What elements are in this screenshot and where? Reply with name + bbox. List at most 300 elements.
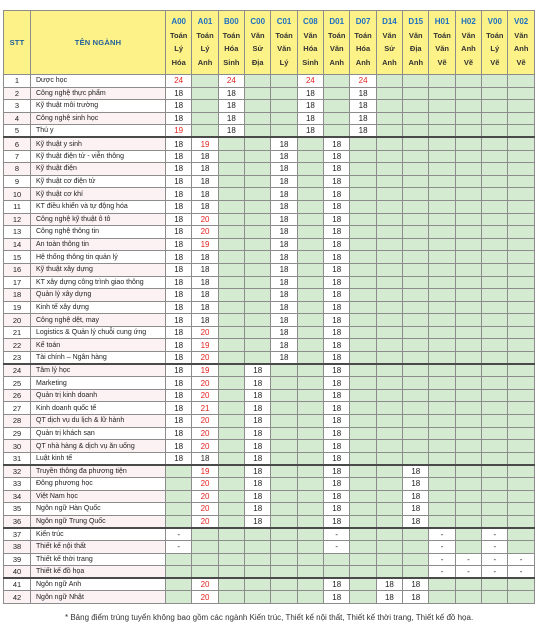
score-cell-a01: 19 xyxy=(192,364,218,377)
score-cell-c08 xyxy=(297,213,323,226)
row-number-cell: 2 xyxy=(4,87,31,100)
row-number-cell: 12 xyxy=(4,213,31,226)
score-cell-v02 xyxy=(508,163,534,176)
score-cell-d15 xyxy=(403,226,429,239)
score-cell-d07: 18 xyxy=(350,112,376,125)
score-cell-a00: 18 xyxy=(166,389,192,402)
score-cell-a00: 18 xyxy=(166,263,192,276)
score-cell-v02 xyxy=(508,112,534,125)
score-cell-c01 xyxy=(271,566,297,579)
row-number-cell: 31 xyxy=(4,452,31,465)
score-cell-d14 xyxy=(376,238,402,251)
score-cell-d15 xyxy=(403,452,429,465)
score-cell-c08: 24 xyxy=(297,75,323,88)
score-cell-d14 xyxy=(376,125,402,138)
major-name-cell: Tài chính – Ngân hàng xyxy=(31,352,166,365)
score-cell-c01: 18 xyxy=(271,301,297,314)
row-number-cell: 41 xyxy=(4,578,31,591)
score-cell-d01: 18 xyxy=(324,452,350,465)
score-cell-v02 xyxy=(508,137,534,150)
score-cell-d15 xyxy=(403,415,429,428)
combination-code: C00 xyxy=(250,17,266,26)
combination-subject: Sinh xyxy=(223,57,240,67)
score-cell-v02 xyxy=(508,503,534,516)
combination-subject: Văn xyxy=(329,44,344,53)
score-cell-c01 xyxy=(271,490,297,503)
score-cell-v02 xyxy=(508,478,534,491)
major-name-cell: Kỹ thuật cơ khí xyxy=(31,188,166,201)
score-cell-d15: 18 xyxy=(403,515,429,528)
row-number-cell: 29 xyxy=(4,427,31,440)
table-row xyxy=(4,289,535,302)
major-name-cell: An toàn thông tin xyxy=(31,238,166,251)
major-name-cell: Công nghệ thực phẩm xyxy=(31,87,166,100)
score-cell-h02 xyxy=(455,339,481,352)
combination-code: D07 xyxy=(355,17,371,26)
score-cell-c01: 18 xyxy=(271,188,297,201)
score-cell-d07 xyxy=(350,364,376,377)
score-cell-v02 xyxy=(508,276,534,289)
combination-code: D01 xyxy=(329,17,345,26)
score-cell-v00 xyxy=(482,415,508,428)
score-cell-a01 xyxy=(192,75,218,88)
score-cell-c00 xyxy=(245,263,271,276)
score-cell-a00 xyxy=(166,591,192,604)
table-row xyxy=(4,188,535,201)
score-cell-c08 xyxy=(297,415,323,428)
table-row xyxy=(4,339,535,352)
row-number-cell: 11 xyxy=(4,200,31,213)
score-cell-d14 xyxy=(376,440,402,453)
score-cell-v00 xyxy=(482,200,508,213)
combination-subject: Văn xyxy=(435,44,449,53)
score-cell-d14 xyxy=(376,289,402,302)
score-cell-a00 xyxy=(166,566,192,579)
combination-subject: Văn xyxy=(461,30,476,40)
major-name-cell: Ngôn ngữ Anh xyxy=(31,578,166,591)
table-row xyxy=(4,301,535,314)
combination-subject: Lý xyxy=(490,44,500,53)
score-cell-d15 xyxy=(403,326,429,339)
score-cell-h02 xyxy=(455,314,481,327)
score-cell-h02 xyxy=(455,478,481,491)
score-cell-c00 xyxy=(245,251,271,264)
score-cell-d15 xyxy=(403,137,429,150)
row-number-cell: 37 xyxy=(4,528,31,541)
score-cell-d14 xyxy=(376,263,402,276)
table-row xyxy=(4,150,535,163)
score-cell-a01: 18 xyxy=(192,289,218,302)
score-cell-c08 xyxy=(297,137,323,150)
score-cell-c00 xyxy=(245,540,271,553)
score-cell-c00 xyxy=(245,87,271,100)
major-name-cell: Kỹ thuật y sinh xyxy=(31,137,166,150)
score-cell-a00: 18 xyxy=(166,452,192,465)
major-name-cell: Logistics & Quản lý chuỗi cung ứng xyxy=(31,326,166,339)
score-cell-c00 xyxy=(245,553,271,566)
score-cell-a01: 18 xyxy=(192,251,218,264)
major-name-cell: Ngôn ngữ Trung Quốc xyxy=(31,515,166,528)
row-number-cell: 5 xyxy=(4,125,31,138)
footnote: * Bảng điểm trúng tuyển không bao gồm các ngành Kiến trúc, Thiết kế nội thất, Thiết kế thời trang, Thiết kế đồ họa. xyxy=(65,612,474,622)
score-cell-d15 xyxy=(403,402,429,415)
score-cell-h01 xyxy=(429,339,455,352)
score-cell-d07 xyxy=(350,251,376,264)
score-cell-v00 xyxy=(482,326,508,339)
score-cell-c08 xyxy=(297,163,323,176)
score-cell-v02 xyxy=(508,289,534,302)
major-name-cell: Kinh doanh quốc tế xyxy=(31,402,166,415)
score-cell-d15 xyxy=(403,540,429,553)
score-cell-a00: 18 xyxy=(166,402,192,415)
score-cell-h01 xyxy=(429,163,455,176)
score-cell-c00 xyxy=(245,175,271,188)
combination-header-d07 xyxy=(350,11,376,75)
score-cell-c00: 18 xyxy=(245,389,271,402)
score-cell-c01 xyxy=(271,87,297,100)
score-cell-c08 xyxy=(297,402,323,415)
score-cell-d15: 18 xyxy=(403,503,429,516)
score-cell-b00 xyxy=(218,402,244,415)
score-cell-d07 xyxy=(350,415,376,428)
score-cell-v00 xyxy=(482,289,508,302)
score-cell-c08 xyxy=(297,553,323,566)
score-cell-v00 xyxy=(482,503,508,516)
score-cell-d01: 18 xyxy=(324,402,350,415)
combination-subject: Toán xyxy=(486,30,504,40)
score-cell-b00 xyxy=(218,238,244,251)
score-cell-c01 xyxy=(271,452,297,465)
score-cell-h01 xyxy=(429,578,455,591)
table-row xyxy=(4,200,535,213)
score-cell-a00: 19 xyxy=(166,125,192,138)
score-cell-c00: 18 xyxy=(245,503,271,516)
score-cell-d01: 18 xyxy=(324,213,350,226)
table-row xyxy=(4,540,535,553)
combination-subject: Anh xyxy=(461,44,476,53)
score-cell-d01: 18 xyxy=(324,326,350,339)
score-cell-v02 xyxy=(508,528,534,541)
score-cell-c00: 18 xyxy=(245,427,271,440)
score-cell-d14 xyxy=(376,100,402,113)
combination-subject: Lý xyxy=(279,57,289,67)
row-number-cell: 30 xyxy=(4,440,31,453)
score-cell-a00: 18 xyxy=(166,213,192,226)
score-cell-a00 xyxy=(166,515,192,528)
score-cell-d01: 18 xyxy=(324,578,350,591)
score-cell-d15: 18 xyxy=(403,465,429,478)
combination-subject: Anh xyxy=(355,57,371,67)
table-row xyxy=(4,314,535,327)
score-cell-d14 xyxy=(376,452,402,465)
score-cell-a00: 18 xyxy=(166,226,192,239)
score-cell-b00 xyxy=(218,188,244,201)
score-cell-v00 xyxy=(482,100,508,113)
score-cell-d01: 18 xyxy=(324,263,350,276)
table-row xyxy=(4,137,535,150)
score-cell-h01 xyxy=(429,389,455,402)
score-cell-c01: 18 xyxy=(271,238,297,251)
score-cell-h01 xyxy=(429,200,455,213)
score-cell-c01 xyxy=(271,440,297,453)
score-cell-d07 xyxy=(350,200,376,213)
score-cell-d07 xyxy=(350,276,376,289)
score-cell-c08 xyxy=(297,289,323,302)
score-cell-a01: 20 xyxy=(192,377,218,390)
row-number-cell: 25 xyxy=(4,377,31,390)
combination-header-v00 xyxy=(482,11,508,75)
score-cell-c00 xyxy=(245,100,271,113)
score-cell-d01: 18 xyxy=(324,251,350,264)
major-name-cell: Quản trị khách sạn xyxy=(31,427,166,440)
score-cell-v02 xyxy=(508,440,534,453)
score-cell-d15 xyxy=(403,200,429,213)
table-row xyxy=(4,75,535,88)
combination-header-a00 xyxy=(166,11,192,75)
major-name-cell: QT nhà hàng & dịch vụ ăn uống xyxy=(31,440,166,453)
score-cell-v02 xyxy=(508,339,534,352)
combination-header-h02 xyxy=(455,11,481,75)
score-cell-d01 xyxy=(324,125,350,138)
score-cell-d01 xyxy=(324,553,350,566)
score-cell-h01 xyxy=(429,175,455,188)
score-cell-c00 xyxy=(245,314,271,327)
score-cell-d07 xyxy=(350,591,376,604)
combination-subject: Văn xyxy=(250,30,265,40)
score-cell-c01 xyxy=(271,540,297,553)
score-cell-d14 xyxy=(376,540,402,553)
score-cell-c01: 18 xyxy=(271,163,297,176)
score-cell-h01 xyxy=(429,188,455,201)
score-cell-v02 xyxy=(508,326,534,339)
score-cell-a01: 18 xyxy=(192,301,218,314)
score-cell-c01 xyxy=(271,503,297,516)
score-cell-a00 xyxy=(166,490,192,503)
score-cell-a01: 18 xyxy=(192,188,218,201)
combination-header-v02 xyxy=(508,11,534,75)
score-cell-d07 xyxy=(350,440,376,453)
score-cell-a00: 18 xyxy=(166,326,192,339)
score-cell-d01: 18 xyxy=(324,503,350,516)
score-cell-c08 xyxy=(297,301,323,314)
score-cell-a00 xyxy=(166,465,192,478)
score-cell-c01 xyxy=(271,578,297,591)
score-cell-a01 xyxy=(192,540,218,553)
score-cell-v00 xyxy=(482,352,508,365)
combination-header-c01 xyxy=(271,11,297,75)
score-cell-a01 xyxy=(192,87,218,100)
score-cell-c01 xyxy=(271,364,297,377)
score-cell-c01: 18 xyxy=(271,137,297,150)
score-cell-d14 xyxy=(376,150,402,163)
combination-header-c08 xyxy=(297,11,323,75)
score-cell-v00 xyxy=(482,314,508,327)
score-cell-d07 xyxy=(350,553,376,566)
row-number-cell: 4 xyxy=(4,112,31,125)
score-cell-d14 xyxy=(376,364,402,377)
row-number-cell: 35 xyxy=(4,503,31,516)
score-cell-v02 xyxy=(508,175,534,188)
score-cell-d15 xyxy=(403,289,429,302)
score-cell-d14 xyxy=(376,566,402,579)
score-cell-d07 xyxy=(350,377,376,390)
combination-subject: Sử xyxy=(384,44,395,53)
score-cell-c00 xyxy=(245,226,271,239)
major-name-cell: Kỹ thuật cơ điện tử xyxy=(31,175,166,188)
row-number-cell: 39 xyxy=(4,553,31,566)
score-cell-a00: 18 xyxy=(166,276,192,289)
score-cell-a01: 18 xyxy=(192,276,218,289)
score-cell-d07 xyxy=(350,452,376,465)
combination-subject: Địa xyxy=(409,44,422,53)
score-cell-d15 xyxy=(403,389,429,402)
score-cell-d15: 18 xyxy=(403,490,429,503)
combination-subject: Toán xyxy=(196,30,214,40)
score-cell-c01 xyxy=(271,402,297,415)
score-cell-c01: 18 xyxy=(271,251,297,264)
combination-subject: Văn xyxy=(514,30,529,40)
score-cell-c08: 18 xyxy=(297,125,323,138)
score-cell-d14 xyxy=(376,112,402,125)
score-cell-c00: 18 xyxy=(245,452,271,465)
score-cell-b00 xyxy=(218,415,244,428)
score-cell-d01 xyxy=(324,100,350,113)
score-cell-d07: 18 xyxy=(350,125,376,138)
score-cell-d07 xyxy=(350,314,376,327)
score-cell-c00 xyxy=(245,578,271,591)
score-cell-d01 xyxy=(324,566,350,579)
score-cell-b00 xyxy=(218,578,244,591)
combination-subject: Anh xyxy=(408,57,424,67)
score-cell-d07 xyxy=(350,150,376,163)
score-cell-a00: 18 xyxy=(166,377,192,390)
major-name-cell: KT xây dựng công trình giao thông xyxy=(31,276,166,289)
score-cell-d14 xyxy=(376,503,402,516)
major-name-cell: Công nghệ thông tin xyxy=(31,226,166,239)
score-cell-d15 xyxy=(403,377,429,390)
score-cell-a01: 20 xyxy=(192,226,218,239)
table-row xyxy=(4,389,535,402)
table-row xyxy=(4,238,535,251)
score-cell-h01: - xyxy=(429,540,455,553)
score-cell-h01 xyxy=(429,415,455,428)
score-cell-h01 xyxy=(429,591,455,604)
score-cell-a00: 18 xyxy=(166,427,192,440)
score-cell-d15 xyxy=(403,163,429,176)
row-number-cell: 27 xyxy=(4,402,31,415)
admission-score-table xyxy=(3,10,535,604)
score-cell-b00: 18 xyxy=(218,112,244,125)
score-cell-a01: 19 xyxy=(192,238,218,251)
score-cell-d07 xyxy=(350,326,376,339)
score-cell-v02 xyxy=(508,314,534,327)
row-number-cell: 6 xyxy=(4,137,31,150)
score-cell-a00: 18 xyxy=(166,87,192,100)
score-cell-a00: 18 xyxy=(166,314,192,327)
combination-code: A00 xyxy=(171,17,187,26)
score-cell-d01: 18 xyxy=(324,163,350,176)
score-cell-c08 xyxy=(297,540,323,553)
major-name-cell: Thiết kế thời trang xyxy=(31,553,166,566)
score-cell-h01 xyxy=(429,440,455,453)
score-cell-d07: 18 xyxy=(350,87,376,100)
score-cell-h02 xyxy=(455,427,481,440)
score-cell-d14 xyxy=(376,276,402,289)
score-cell-h01 xyxy=(429,251,455,264)
row-number-cell: 13 xyxy=(4,226,31,239)
score-cell-a01: 20 xyxy=(192,389,218,402)
score-cell-v00 xyxy=(482,339,508,352)
score-cell-h02 xyxy=(455,137,481,150)
score-cell-h01 xyxy=(429,402,455,415)
admission-score-sheet xyxy=(3,10,534,624)
combination-header-a01 xyxy=(192,11,218,75)
major-name-cell: Tâm lý học xyxy=(31,364,166,377)
score-cell-h02 xyxy=(455,415,481,428)
score-cell-c08 xyxy=(297,364,323,377)
row-number-cell: 18 xyxy=(4,289,31,302)
score-cell-a01 xyxy=(192,553,218,566)
row-number-cell: 9 xyxy=(4,175,31,188)
score-cell-b00 xyxy=(218,339,244,352)
score-cell-c00 xyxy=(245,566,271,579)
score-cell-c01: 18 xyxy=(271,326,297,339)
score-cell-c01 xyxy=(271,377,297,390)
combination-header-d14 xyxy=(376,11,402,75)
score-cell-a01: 19 xyxy=(192,339,218,352)
score-cell-v02 xyxy=(508,427,534,440)
combination-code: H02 xyxy=(461,17,476,26)
score-cell-d01: 18 xyxy=(324,188,350,201)
combination-subject: Anh xyxy=(197,57,213,67)
score-cell-a00: 18 xyxy=(166,339,192,352)
score-cell-c08 xyxy=(297,578,323,591)
score-cell-c01: 18 xyxy=(271,289,297,302)
score-cell-v00: - xyxy=(482,566,508,579)
score-cell-v00 xyxy=(482,213,508,226)
score-cell-v00 xyxy=(482,452,508,465)
score-cell-c00 xyxy=(245,150,271,163)
score-cell-d07 xyxy=(350,226,376,239)
score-cell-d01: 18 xyxy=(324,364,350,377)
score-cell-v00 xyxy=(482,389,508,402)
score-cell-c01: 18 xyxy=(271,263,297,276)
score-cell-d01: 18 xyxy=(324,150,350,163)
score-cell-h02 xyxy=(455,389,481,402)
score-cell-a00: 18 xyxy=(166,251,192,264)
score-cell-a01: 20 xyxy=(192,591,218,604)
score-cell-c08 xyxy=(297,238,323,251)
score-cell-b00 xyxy=(218,528,244,541)
score-cell-a01: 20 xyxy=(192,578,218,591)
score-cell-d14 xyxy=(376,200,402,213)
score-cell-h01 xyxy=(429,515,455,528)
major-name-cell: Công nghệ sinh học xyxy=(31,112,166,125)
score-cell-h01: - xyxy=(429,566,455,579)
score-cell-a00: - xyxy=(166,528,192,541)
score-cell-b00 xyxy=(218,314,244,327)
score-cell-b00 xyxy=(218,478,244,491)
score-cell-v00 xyxy=(482,251,508,264)
major-name-cell: Ngôn ngữ Hàn Quốc xyxy=(31,503,166,516)
score-cell-d14 xyxy=(376,553,402,566)
score-cell-v00 xyxy=(482,591,508,604)
major-name-cell: Công nghệ kỹ thuật ô tô xyxy=(31,213,166,226)
score-cell-a00: 18 xyxy=(166,112,192,125)
score-cell-h01 xyxy=(429,452,455,465)
score-cell-b00: 18 xyxy=(218,87,244,100)
score-cell-d01: 18 xyxy=(324,515,350,528)
